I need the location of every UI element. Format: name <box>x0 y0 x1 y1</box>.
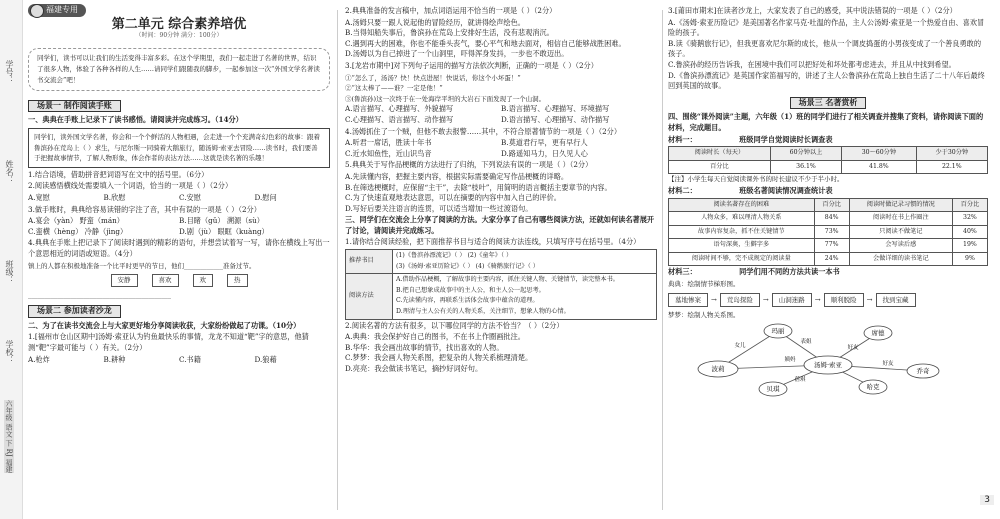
method-a: 典典：绘制情节梯形图。 <box>668 280 740 289</box>
option[interactable]: C.近水知鱼性，近山识鸟音 <box>345 148 432 158</box>
sub-question-3: 3.做手账时，典典给容易读错的字注了音，其中有误的一项是（ ）（2分） <box>28 204 261 214</box>
options <box>28 355 330 366</box>
book-list: (1)《鲁滨孙漂流记》（ ） (2)《童年》（ ） (3)《汤姆·索亚历险记》（ ） (4)《骑鹅旅行记》（ ） <box>393 250 657 274</box>
scene-three-label: 场景三 名著赏析 <box>790 97 867 110</box>
intro-box: 同学们，读书可以让我们的生活变得丰富多彩。在这个学期里，我们一起走进了名著的世界，结识了很多人物，体验了各种各样的人生……请同学们跟随我的脚步，一起参加这一次“外国文学名著读书交流会”吧！ <box>28 48 330 91</box>
option[interactable]: A.宽慰 <box>28 192 50 202</box>
options-2 <box>28 193 330 204</box>
method-list: A.借助作品梗概，了解故事的主要内容，抓住关键人物、关键情节，读完整本书。 B.把自己想象成故事中的主人公，和主人公一起思考。 C.先读懂内容，再联系生活体会故事中蕴含的道理。 D.理清与主人公有关的人物关系，关注细节，想象人物的心情。 <box>393 274 657 319</box>
question-1: 一、典典在手账上记录下了读书感悟。请阅读并完成练习。（14分） <box>28 115 243 125</box>
flow-step: 顺利脱险 <box>824 293 864 308</box>
table-cell: 百分比 <box>814 198 849 212</box>
exam-meta: （时间：90分钟 满分：100分） <box>135 32 223 40</box>
word-chip: 喜欢 <box>152 274 179 287</box>
option[interactable]: C.蛮横（hèng） 冷静（jìng） <box>28 226 128 236</box>
sub-question: 1.[福州市仓山区期中]汤姆·索亚认为钓鱼最快乐的事情，龙龙不知道“靶”字的意思，他猜测“靶”字最可能与（ ）有关。（2分） <box>28 332 309 353</box>
option[interactable]: B.莫道君行早，更有早行人 <box>501 138 588 148</box>
sub-question: 1.请你结合阅读经验，把下面推荐书目与适合的阅读方法连线，只填写序号在括号里。（4分） <box>345 237 641 247</box>
diagram-node: 玛丽 <box>771 326 785 335</box>
flow-step: 山洞迷路 <box>772 293 812 308</box>
table-cell: 30～60分钟 <box>842 147 916 161</box>
sub-question: 5.典典关于写作品梗概的方法进行了归纳，下列说法有误的一项是（ ）（2分） <box>345 160 593 170</box>
scene-one-label: 场景一 制作阅读手账 <box>28 100 121 113</box>
table-cell: 36.1% <box>770 160 841 174</box>
edge-label: 好友 <box>882 360 894 367</box>
arrow-icon: → <box>711 295 717 304</box>
binding-margin <box>0 0 23 519</box>
answer-line[interactable]: ____________________________________________ <box>28 290 171 299</box>
option[interactable]: D.《鲁滨孙漂流记》是英国作家笛福写的，讲述了主人公鲁滨孙在荒岛上独自生活了二十八年后最终回到英国的故事。 <box>668 70 985 91</box>
region-badge: 福建专用 <box>28 4 86 17</box>
options <box>345 138 657 159</box>
option[interactable]: B.当得知船失事后，鲁滨孙在荒岛上安排好生活，没有悲观消沉。 <box>345 28 554 38</box>
scene-two-label: 场景二 参加读者沙龙 <box>28 305 121 318</box>
option[interactable]: C.鲁滨孙的经历告诉我，在困境中我们可以把好处和坏处都考虑进去，并且从中找到希望。 <box>668 59 956 69</box>
margin-label-name: 姓名： <box>5 160 14 184</box>
diagram-node: 贝琪 <box>766 384 780 393</box>
option[interactable]: B.读《骑鹅旅行记》，但我更喜欢尼尔斯的成长，他从一个调皮捣蛋的小男孩变成了一个善良勇敢的孩子。 <box>668 38 982 59</box>
table-head: 阅读方法 <box>346 274 393 319</box>
edge-label: 蓓琪 <box>794 376 806 383</box>
word-chip: 安静 <box>111 274 138 287</box>
sub-question-2: 2.阅读感悟横线处需要填入一个词语，恰当的一项是（ ）（2分） <box>28 181 233 191</box>
word-choices <box>28 274 330 287</box>
option[interactable]: A.先读懂内容，把握主要内容，根据实际需要确定写作品梗概的详略。 <box>345 171 569 181</box>
option[interactable]: A.枪炸 <box>28 354 50 364</box>
plot-flow <box>668 293 988 308</box>
option[interactable]: A.宴会（yàn） 野蛮（mán） <box>28 216 124 226</box>
table-caption: 班级名著阅读情况调查统计表 <box>739 185 833 195</box>
quote: ②“这太棒了——谁？一定是他！” <box>345 84 443 93</box>
option[interactable]: A.汤姆只要一跟人说起他的冒险经历，就讲得绘声绘色。 <box>345 17 525 27</box>
option[interactable]: C.遇到再大的困难，你也不能垂头丧气，要心平气和地去面对，相信自己能够战胜困难。 <box>345 38 626 48</box>
margin-binding-label: 六年级 语文 下 RJ 福建 <box>5 400 13 473</box>
option[interactable]: D.路遥知马力，日久见人心 <box>501 148 588 158</box>
classics-reading-table <box>668 198 988 267</box>
material-label: 材料三： <box>668 267 697 277</box>
option[interactable]: C.书籍 <box>179 354 201 364</box>
diagram-node: 乔奇 <box>916 366 930 375</box>
table-caption: 班级同学自觉阅读时长调查表 <box>739 134 833 144</box>
option[interactable]: B.目睹（gǔ） 溯源（sù） <box>179 216 264 226</box>
option[interactable]: D.狼藉 <box>254 354 277 364</box>
option[interactable]: B.华华：我会画出故事的情节，找出喜欢的人物。 <box>345 342 504 352</box>
option[interactable]: B.语言描写、心理描写、环境描写 <box>501 104 610 114</box>
margin-label-class: 班级： <box>5 260 14 284</box>
character-relationship-diagram <box>678 321 978 399</box>
method-b: 梦梦：绘制人物关系图。 <box>668 311 740 320</box>
column-divider <box>337 10 338 510</box>
table-cell: 少于30分钟 <box>916 147 987 161</box>
question-4: 四、围绕“课外阅读”主题，六年级（1）班的同学们进行了相关调查并搜集了资料，请你阅读下面的材料，完成题目。 <box>668 112 984 132</box>
table-cell: 22.1% <box>916 160 987 174</box>
option[interactable]: D.语言描写、心理描写、动作描写 <box>501 114 610 124</box>
table-cell: 百分比 <box>669 160 771 174</box>
sub-question-4-text: 镇上的人都在积极地准备一个比平时更早的节日，他们____________准备过节。 <box>28 261 256 270</box>
table-cell: 阅读时做记录习惯的情况 <box>849 198 952 212</box>
option[interactable]: A.语言描写、心理描写、外貌描写 <box>345 104 454 114</box>
table-cell: 60分钟以上 <box>770 147 841 161</box>
question-3: 三、同学们在交流会上分享了阅读的方法。大家分享了自己有哪些阅读方法，还就如何读名著展开了讨论，请阅读并完成练习。 <box>345 215 655 235</box>
option[interactable]: C.为了快速直观地表达意思，可以在摘要的内容中加入自己的评价。 <box>345 193 561 203</box>
column-left <box>28 0 330 519</box>
reading-time-table <box>668 146 988 174</box>
option[interactable]: C.安慰 <box>179 192 201 202</box>
mascot-icon <box>30 4 44 18</box>
material-label: 材料二： <box>668 185 697 195</box>
page-title: 第二单元 综合素养培优 <box>111 16 247 32</box>
diagram-node: 波莉 <box>711 364 725 373</box>
material-caption: 同学们用不同的方法共读一本书 <box>739 267 840 277</box>
page-number: 3 <box>980 495 994 505</box>
table-row: 阅读时间不够，完不成规定的阅读量 24% 会做详细的读书笔记 9% <box>669 252 988 266</box>
passage-box: 同学们，读外国文学名著，你会和一个个鲜活的人物相遇，会走进一个个充满奇幻色彩的故事：跟着鲁滨孙在荒岛上（ ）求生，与尼尔斯一同骑着大鹅旅行，随汤姆·索亚去冒险……读书时，我们要善于把握故事情节，了解人物形象，体会作者的表达方法……这就是读名著的乐趣！ <box>28 128 330 168</box>
flow-step: 墓地惨案 <box>668 293 708 308</box>
table-row: 人物众多，难以理清人物关系 84% 阅读时在书上作圈注 32% <box>669 212 988 226</box>
sub-question: 4.汤姆抓住了一个贼，但他不敢去报警……其中，不符合原著情节的一项是（ ）（2分） <box>345 126 622 136</box>
sub-question: 2.典典准备的发言稿中，加点词语运用不恰当的一项是（ ）（2分） <box>345 6 557 15</box>
quote: ①“怎么了，汤汤？快！快点进屋！快说话，你这个小坏蛋！” <box>345 73 521 82</box>
sub-question-1: 1.结合语境，借助拼音把词语写在文中的括号里。（6分） <box>28 169 209 179</box>
diagram-node: 席德 <box>871 328 885 337</box>
option[interactable]: D.亮亮：我会做读书笔记，摘抄好词好句。 <box>345 364 483 373</box>
option[interactable]: A.典典：我会保护好自己的图书，不在书上作圈画批注。 <box>345 332 525 342</box>
option[interactable]: B.欣慰 <box>103 192 126 202</box>
flow-step: 荒岛探险 <box>720 293 760 308</box>
options-3 <box>28 216 330 237</box>
option[interactable]: C.心理描写、语言描写、动作描写 <box>345 114 454 124</box>
table-cell: 阅读时长（每天） <box>669 147 771 161</box>
table-cell: 阅读名著存在的困难 <box>669 198 815 212</box>
option[interactable]: D.写好后要关注语言的连贯，可以适当增加一些过渡语句。 <box>345 203 533 213</box>
flow-step: 找到宝藏 <box>876 293 916 308</box>
column-divider <box>662 10 663 510</box>
center-node: 汤姆·索亚 <box>813 360 843 369</box>
edge-label: 好友 <box>847 344 859 351</box>
option[interactable]: B.在筛选梗概时，应保留“主干”，去除“枝叶”，用简明的语言概括主要章节的内容。 <box>345 182 612 192</box>
table-cell: 百分比 <box>952 198 987 212</box>
table-head: 推荐书目 <box>346 250 393 274</box>
arrow-icon: → <box>866 295 873 304</box>
quote: ③(鲁滨孙)这一次终于在一处海岸平坦的大岩石下面发现了一个山洞。 <box>345 94 546 103</box>
table-row: 语句深奥，生僻字多 77% 会写读后感 19% <box>669 239 988 253</box>
sub-question-4: 4.典典在手账上把记录下了阅读时遇到的精彩的语句，并想尝试着写一写，请你在横线上写出一个意思相近的词语或短语。（4分） <box>28 238 330 258</box>
edge-label: 姨妈 <box>784 356 796 363</box>
column-middle <box>345 0 657 519</box>
table-note: 【注】小学生每天自觉阅读课外书的时长建议不少于半小时。 <box>668 175 844 184</box>
edge-label: 女儿 <box>734 342 746 349</box>
diagram-node: 哈克 <box>866 382 880 391</box>
option[interactable]: A.《汤姆·索亚历险记》是美国著名作家马克·吐温的作品，主人公汤姆·索亚是一个热爱自由、喜欢冒险的孩子。 <box>668 17 985 38</box>
question-2: 二、为了在读书交流会上与大家更好地分享阅读收获，大家纷纷做起了功课。（10分） <box>28 320 301 330</box>
material-label: 材料一： <box>668 134 697 144</box>
option[interactable]: D.剧（jù） 眼眶（kuàng） <box>179 226 269 236</box>
sub-question: 2.阅读名著的方法有很多，以下哪位同学的方法不恰当？（ ）（2分） <box>345 320 564 330</box>
options <box>345 104 657 125</box>
column-right <box>668 0 988 519</box>
word-chip: 欢 <box>193 274 214 287</box>
edge-label: 表姐 <box>800 338 812 345</box>
sub-question: 3.[龙岩市期中]对下列句子运用的描写方法依次判断，正确的一项是（ ）（2分） <box>345 60 598 70</box>
option[interactable]: C.梦梦：我会画人物关系图，把复杂的人物关系梳理清楚。 <box>345 353 533 363</box>
sub-question: 3.[莆田市期末]在读者沙龙上，大家发表了自己的感受，其中说法错误的一项是（ ）（2分） <box>668 6 957 15</box>
margin-label-school: 学校： <box>5 340 14 364</box>
option[interactable]: B.耕种 <box>103 354 126 364</box>
arrow-icon: → <box>814 295 821 304</box>
option[interactable]: A.听君一席话，胜读十年书 <box>345 138 432 148</box>
table-row: 故事内容复杂，抓不住关键情节 73% 只阅读不做笔记 40% <box>669 225 988 239</box>
recommend-table <box>345 249 657 320</box>
arrow-icon: → <box>762 295 769 304</box>
option[interactable]: D.慰问 <box>254 192 277 202</box>
margin-label-id: 学号： <box>5 60 14 84</box>
option[interactable]: D.汤姆以为自己掉进了一个山洞里，吓得浑身发抖，一步也不敢迈出。 <box>345 49 569 59</box>
word-chip: 热 <box>227 274 248 287</box>
table-cell: 41.8% <box>842 160 916 174</box>
